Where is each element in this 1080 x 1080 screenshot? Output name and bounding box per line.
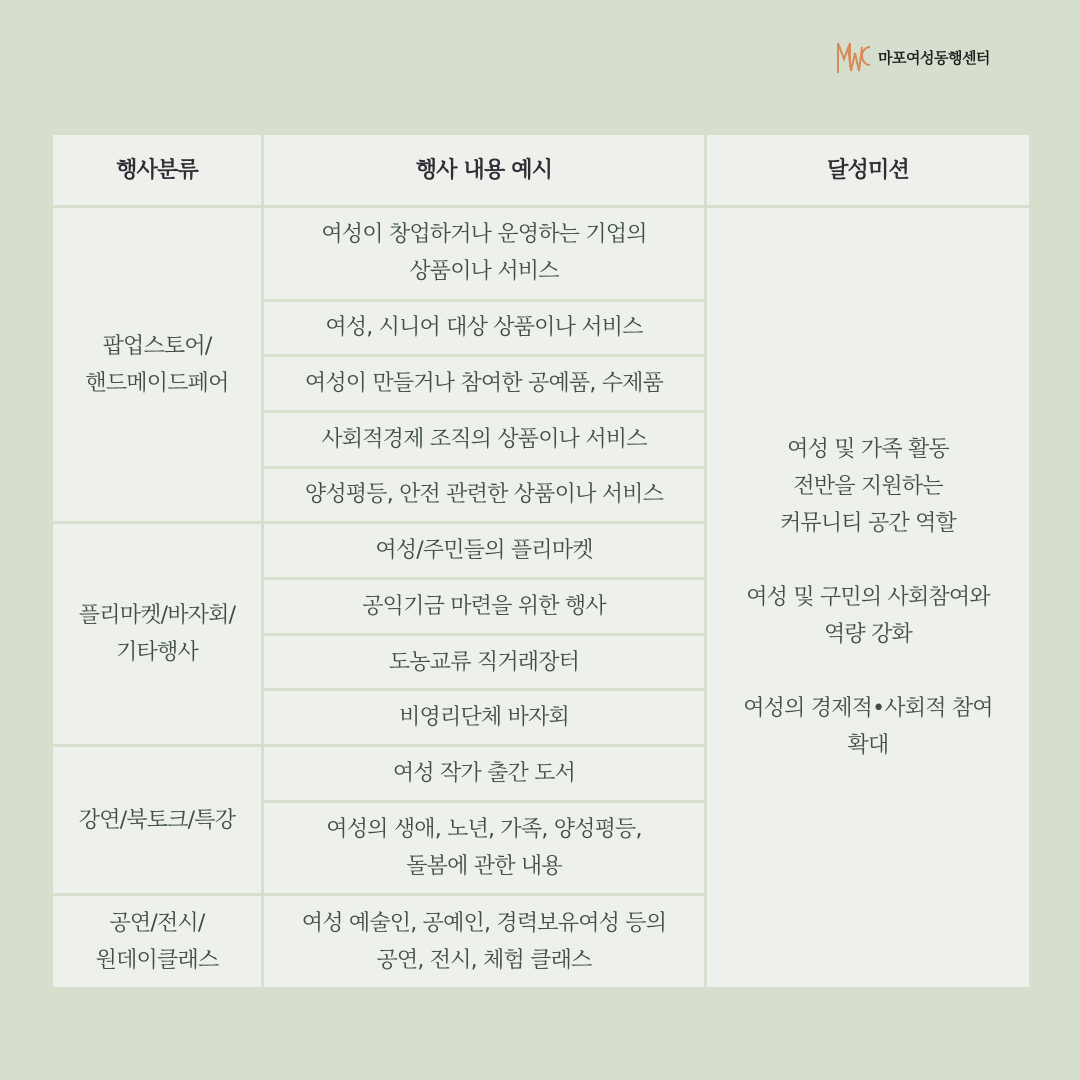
category-cell — [52, 207, 263, 523]
category-cell — [52, 523, 263, 746]
example-cell: 양성평등, 안전 관련한 상품이나 서비스 — [263, 467, 706, 523]
table-row — [52, 207, 1031, 301]
example-cell — [263, 207, 706, 301]
mission-cell — [706, 207, 1031, 989]
category-line: 공연/전시/ — [109, 910, 205, 936]
mission-line: 역량 강화 — [823, 622, 912, 647]
example-cell — [263, 801, 706, 895]
category-cell — [52, 746, 263, 895]
mission-line: 전반을 지원하는 — [793, 474, 943, 499]
mission-line: 커뮤니티 공간 역할 — [779, 511, 956, 536]
mwc-logo-icon — [836, 37, 872, 77]
category-line: 강연/북토크/특강 — [78, 807, 236, 833]
category-line: 기타행사 — [116, 640, 198, 666]
example-cell: 여성, 시니어 대상 상품이나 서비스 — [263, 300, 706, 356]
mission-line: 확대 — [847, 733, 889, 758]
header-category: 행사분류 — [52, 134, 263, 207]
category-line: 원데이클래스 — [95, 947, 219, 973]
category-line: 핸드메이드페어 — [85, 370, 229, 396]
example-line: 상품이나 서비스 — [409, 259, 559, 285]
category-line: 팝업스토어/ — [102, 333, 212, 359]
mission-line: 여성 및 구민의 사회참여와 — [746, 585, 990, 610]
mission-line: 여성의 경제적•사회적 참여 — [743, 696, 993, 721]
header-row — [52, 134, 1031, 207]
example-cell: 도농교류 직거래장터 — [263, 634, 706, 690]
header-examples: 행사 내용 예시 — [263, 134, 706, 207]
example-line: 돌봄에 관한 내용 — [406, 854, 562, 880]
example-cell: 공익기금 마련을 위한 행사 — [263, 579, 706, 635]
mission-line: 여성 및 가족 활동 — [787, 437, 949, 462]
example-cell — [263, 895, 706, 989]
example-cell: 여성이 만들거나 참여한 공예품, 수제품 — [263, 356, 706, 412]
category-cell — [52, 895, 263, 989]
example-cell: 여성 작가 출간 도서 — [263, 746, 706, 802]
example-line: 여성 예술인, 공예인, 경력보유여성 등의 — [301, 910, 667, 936]
category-line: 플리마켓/바자회/ — [78, 603, 236, 629]
example-cell: 여성/주민들의 플리마켓 — [263, 523, 706, 579]
event-table — [50, 132, 1032, 990]
brand — [836, 36, 990, 78]
example-cell: 사회적경제 조직의 상품이나 서비스 — [263, 411, 706, 467]
header-mission: 달성미션 — [706, 134, 1031, 207]
brand-name: 마포여성동행센터 — [878, 48, 990, 67]
example-line: 공연, 전시, 체험 클래스 — [376, 947, 592, 973]
example-cell: 비영리단체 바자회 — [263, 690, 706, 746]
example-line: 여성이 창업하거나 운영하는 기업의 — [321, 222, 647, 248]
example-line: 여성의 생애, 노년, 가족, 양성평등, — [326, 817, 642, 843]
